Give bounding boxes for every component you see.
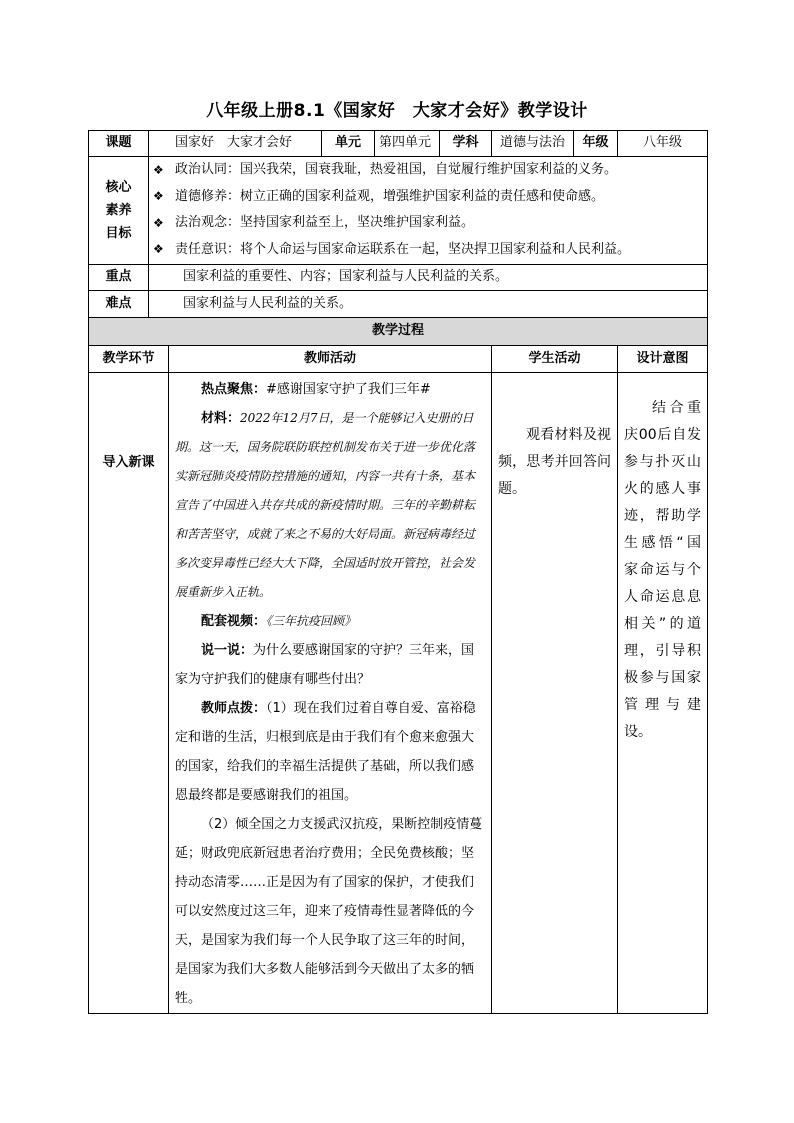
goal-item xyxy=(149,237,707,264)
hotspot-text: #感谢国家守护了我们三年# xyxy=(266,382,431,397)
column-header-student: 学生活动 xyxy=(492,346,618,373)
tip-text-2: （2）倾全国之力支援武汉抗疫，果断控制疫情蔓延；财政兜底新冠患者治疗费用；全民免费核酸；坚持动态清零……正是因为有了国家的保护，才使我们可以安然度过这三年，迎来了疫情毒性显著降低的今天，是国家为我们每一个人民争取了这三年的时间，是国家为我们大多数人能够活到今天做出了太多的牺牲。 xyxy=(175,817,483,1006)
info-row xyxy=(89,131,708,157)
unit-value: 第四单元 xyxy=(375,131,440,157)
key-points-value: 国家利益的重要性、内容；国家利益与人民利益的关系。 xyxy=(149,265,708,291)
video-paragraph xyxy=(175,607,485,636)
student-activity xyxy=(492,373,618,1014)
say-text: 为什么要感谢国家的守护？三年来，国家为守护我们的健康有哪些付出？ xyxy=(175,643,475,687)
material-paragraph xyxy=(175,404,485,607)
design-intent-text: 结合重庆00后自发参与扑灭山火的感人事迹，帮助学生感悟“国家命运与个人命运息息相关”的道理，引导积极参与国家管理与建设。 xyxy=(624,400,702,740)
key-points-label: 重点 xyxy=(89,265,149,291)
video-label: 配套视频： xyxy=(201,614,267,629)
video-text: 《三年抗疫回顾》 xyxy=(266,614,357,628)
diamond-bullet-icon: ❖ xyxy=(153,189,164,204)
diamond-bullet-icon: ❖ xyxy=(153,162,164,177)
tip-text-1: （1）现在我们过着自尊自爱、富裕稳定和谐的生活，归根到底是由于我们有个愈来愈强大的国家，给我们的幸福生活提供了基础，所以我们感恩最终都是要感谢我们的祖国。 xyxy=(175,701,476,803)
document-title: 八年级上册8.1《国家好 大家才会好》教学设计 xyxy=(206,101,588,121)
subject-value: 道德与法治 xyxy=(492,131,574,157)
goal-item xyxy=(149,184,707,211)
stage-name: 导入新课 xyxy=(89,373,169,1014)
grade-value: 八年级 xyxy=(618,131,708,157)
diamond-bullet-icon: ❖ xyxy=(153,215,164,230)
difficulties-value: 国家利益与人民利益的关系。 xyxy=(149,291,708,318)
hotspot-paragraph xyxy=(175,375,485,404)
goals-label-line: 素养 xyxy=(105,203,132,218)
material-text: 2022年12月7日，是一个能够记入史册的日期。这一天，国务院联防联控机制发布关于进一步优化落实新冠肺炎疫情防控措施的通知，内容一共有十条，基本宣告了中国进入共存共成的新疫情时期。三年的辛勤耕耘和苦苦坚守，成就了来之不易的大好局面。新冠病毒经过多次变异毒性已经大大下降，全国适时放开管控，社会发展重新步入正轨。 xyxy=(175,411,476,599)
teacher-activity xyxy=(169,373,492,1014)
say-paragraph xyxy=(175,636,485,694)
goals-label xyxy=(89,157,149,265)
hotspot-label: 热点聚焦： xyxy=(201,382,267,397)
goal-text: 法治观念：坚持国家利益至上，坚决维护国家利益。 xyxy=(175,215,475,231)
process-header-row xyxy=(89,318,708,346)
intro-row xyxy=(89,373,708,1014)
tip-label: 教师点拨： xyxy=(201,701,267,716)
column-header-stage: 教学环节 xyxy=(89,346,169,373)
course-value: 国家好 大家才会好 xyxy=(149,131,322,157)
unit-label: 单元 xyxy=(322,131,375,157)
goals-list xyxy=(149,157,708,265)
process-columns-row xyxy=(89,346,708,373)
lesson-plan-table xyxy=(88,130,708,1014)
difficulties-row xyxy=(89,291,708,318)
design-intent xyxy=(618,373,708,1014)
goal-text: 道德修养：树立正确的国家利益观，增强维护国家利益的责任感和使命感。 xyxy=(175,188,605,204)
subject-label: 学科 xyxy=(440,131,492,157)
say-label: 说一说： xyxy=(201,643,254,658)
course-label: 课题 xyxy=(89,131,149,157)
goals-label-line: 核心 xyxy=(105,180,132,195)
column-header-intent: 设计意图 xyxy=(618,346,708,373)
goal-text: 政治认同：国兴我荣，国衰我耻，热爱祖国，自觉履行维护国家利益的义务。 xyxy=(175,162,618,178)
material-label: 材料： xyxy=(201,411,241,426)
diamond-bullet-icon: ❖ xyxy=(153,242,164,257)
key-points-row xyxy=(89,265,708,291)
tip-paragraph xyxy=(175,694,485,810)
goals-row xyxy=(89,157,708,265)
goal-text: 责任意识：将个人命运与国家命运联系在一起，坚决捍卫国家利益和人民利益。 xyxy=(175,241,631,257)
goal-item xyxy=(149,158,707,185)
goal-item xyxy=(149,211,707,238)
student-activity-text: 观看材料及视频，思考并回答问题。 xyxy=(498,427,612,497)
goals-label-line: 目标 xyxy=(105,226,132,241)
column-header-teacher: 教师活动 xyxy=(169,346,492,373)
process-header: 教学过程 xyxy=(89,318,708,346)
grade-label: 年级 xyxy=(574,131,618,157)
difficulties-label: 难点 xyxy=(89,291,149,318)
tip-paragraph-2 xyxy=(175,810,485,1013)
